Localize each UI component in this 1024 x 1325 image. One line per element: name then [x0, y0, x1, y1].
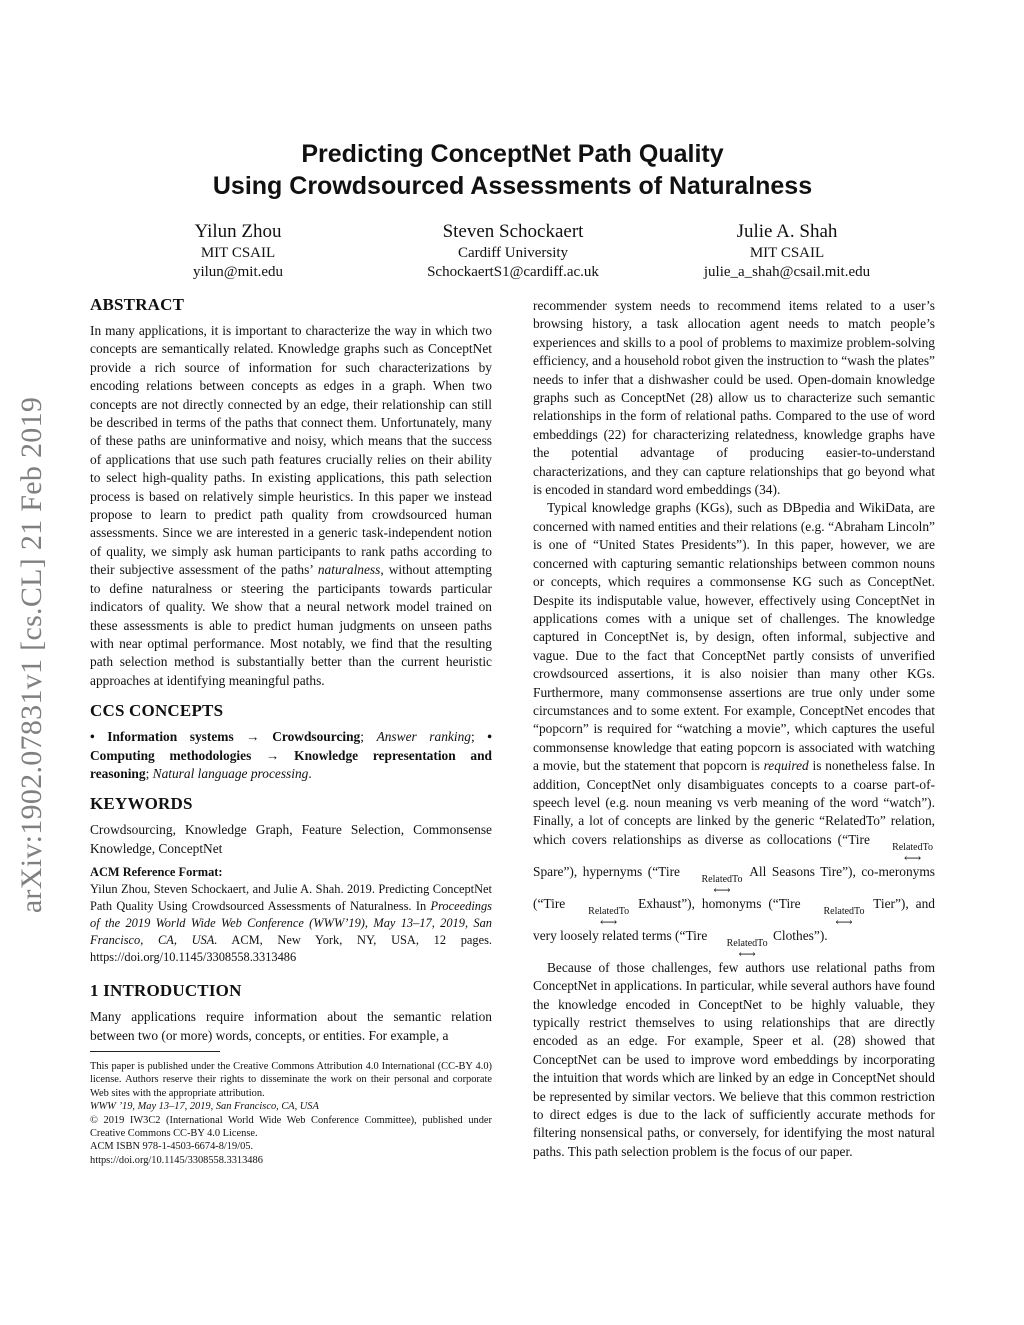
- keywords-text: Crowdsourcing, Knowledge Graph, Feature Selection, Commonsense Knowledge, ConceptNet: [90, 822, 492, 856]
- right-column: [533, 297, 935, 1161]
- author-email: yilun@mit.edu: [192, 264, 284, 280]
- related-to-arrow: RelatedTo ⟷: [823, 905, 865, 929]
- left-column: [90, 294, 492, 1167]
- intro-paragraph-2: Typical knowledge graphs (KGs), such as DBpedia and WikiData, are concerned with named entities and their relations (e.g. “Abraham Lincoln” is one of “United States Presidents”). In this paper, however, we are concerned with capturing semantic relationships between common nouns or concepts, which requires a commonsense KG such as ConceptNet. Despite its indisputable value, however, effectively using ConceptNet in applications comes with a unique set of challenges. The knowledge captured in ConceptNet is, by design, often informal, subjective and vague. Due to the fact that ConceptNet partly consists of unverified crowdsourced assertions, it is also noisier than many other KGs. Furthermore, many commonsense assertions are true only under some circumstances and to some extent. For example, ConceptNet encodes that “popcorn” is required for “watching a movie”, which captures the useful commonsense knowledge that eating popcorn is associated with watching a movie, but the statement that popcorn is required is nonetheless false. In addition, ConceptNet only disambiguates concepts to a coarse part-of-speech level (e.g. noun meaning vs verb meaning of the word “watch”). Finally, a lot of concepts are linked by the generic “RelatedTo” relation, which covers relationships as diverse as collocations (“Tire RelatedTo ⟷ Spare”), hypernyms (“Tire RelatedTo ⟷ All Seasons Tire”), co-meronyms (“Tire RelatedTo ⟷ Exhaust”), homonyms (“Tire RelatedTo ⟷ Tier”), and very loosely related terms (“Tire RelatedTo ⟷ Clothes”).: [533, 500, 935, 961]
- arxiv-watermark: arXiv:1902.07831v1 [cs.CL] 21 Feb 2019: [15, 396, 49, 914]
- author-email: julie_a_shah@csail.mit.edu: [703, 264, 871, 280]
- author-1: [138, 221, 338, 282]
- acm-reference-heading: ACM Reference Format:: [90, 865, 223, 880]
- footnote-isbn: ACM ISBN 978-1-4503-6674-8/19/05.: [90, 1141, 254, 1153]
- author-name: Julie A. Shah: [736, 221, 838, 242]
- related-to-arrow: RelatedTo ⟷: [892, 841, 934, 865]
- related-to-arrow: RelatedTo ⟷: [701, 873, 743, 897]
- intro-paragraph-3: Because of those challenges, few authors use relational paths from ConceptNet in applications. In particular, while several authors have found the knowledge encoded in ConceptNet to be highly valuable, they typically restrict themselves to using relationships that are directly encoded as an edge. For example, Speer et al. (28) showed that ConceptNet can be used to improve word embeddings by incorporating the intuition that words which are linked by an edge in ConceptNet should be represented by similar vectors. We believe that this common restriction to direct edges is due to the lack of sufficiently accurate methods for filtering nonsensical paths, or conversely, for identifying the most natural paths. This path selection problem is the focus of our paper.: [533, 959, 935, 1159]
- footnote-conference: WWW ’19, May 13–17, 2019, San Francisco, CA, USA: [90, 1101, 319, 1113]
- author-affiliation: Cardiff University: [457, 245, 569, 261]
- keywords-heading: KEYWORDS: [90, 794, 193, 814]
- author-3: [677, 221, 897, 282]
- author-affiliation: MIT CSAIL: [200, 245, 276, 261]
- intro-paragraph-1: recommender system needs to recommend items related to a user’s browsing history, a task allocation agent needs to match people’s experiences and skills to a pool of problems to maximize problem-solving efficiency, and a household robot given the instruction to “wash the plates” needs to infer that a dishwasher could be used. Open-domain knowledge graphs such as ConceptNet (28) allow us to characterize such semantic relationships in the form of relational paths. Compared to the use of word embeddings (22) for characterizing relatedness, knowledge graphs have the potential advantage of producing easier-to-understand characterizations, and they can capture relationships that go beyond what is encoded in standard word embeddings (34).: [533, 298, 935, 498]
- introduction-text: Many applications require information about the semantic relation between two (or more) words, concepts, or entities. For example, a: [90, 1009, 492, 1043]
- abstract-heading: ABSTRACT: [90, 295, 185, 314]
- related-to-arrow: RelatedTo ⟷: [726, 937, 768, 961]
- abstract-text: In many applications, it is important to characterize the way in which two concepts are semantically related. Knowledge graphs such as ConceptNet provide a rich source of information for such characterizations by encoding relations between concepts as edges in a graph. When two concepts are not directly connected by an edge, their relationship can still be described in terms of the paths that connect them. Unfortunately, many of these paths are uninformative and noisy, which means that the success of applications that use such path features crucially relies on their ability to select high-quality paths. In existing applications, this path selection process is based on relatively simple heuristics. In this paper we instead propose to learn to predict path quality from crowdsourced human assessments. Since we are interested in a generic task-independent notion of quality, we simply ask human participants to rank paths according to their subjective assessment of the paths’ naturalness, without attempting to define naturalness or steering the participants towards particular indicators of quality. We show that a neural network model trained on these assessments is able to predict human judgments on unseen paths with near optimal performance. Most notably, we find that the resulting path selection method is substantially better than the current heuristic approaches at identifying meaningful paths.: [90, 323, 492, 688]
- author-2: [403, 221, 623, 282]
- footnote-doi[interactable]: https://doi.org/10.1145/3308558.3313486: [90, 1154, 263, 1166]
- related-to-arrow: RelatedTo ⟷: [588, 905, 630, 929]
- footnote-copyright: © 2019 IW3C2 (International World Wide Web Conference Committee), published under Creative Commons CC-BY 4.0 License.: [90, 1114, 492, 1139]
- introduction-heading: 1 INTRODUCTION: [90, 981, 242, 1001]
- ccs-heading: CCS CONCEPTS: [90, 701, 224, 721]
- ccs-concepts-text: • Information systems → Crowdsourcing; Answer ranking; • Computing methodologies → Knowledge representation and reasoning; Natural language processing.: [90, 729, 492, 781]
- title-line-1: Predicting ConceptNet Path Quality: [301, 140, 724, 168]
- author-name: Yilun Zhou: [194, 221, 282, 242]
- author-affiliation: MIT CSAIL: [749, 245, 825, 261]
- title-line-2: Using Crowdsourced Assessments of Naturalness: [212, 172, 813, 200]
- footnote-divider: [90, 1051, 220, 1052]
- author-email: SchockaertS1@cardiff.ac.uk: [427, 264, 599, 280]
- footnote-license: This paper is published under the Creative Commons Attribution 4.0 International (CC-BY 4.0) license. Authors reserve their rights to disseminate the work on their personal and corporate Web sites with the appropriate attribution.: [90, 1060, 492, 1099]
- paper-title: [90, 138, 935, 202]
- acm-reference-text: Yilun Zhou, Steven Schockaert, and Julie A. Shah. 2019. Predicting ConceptNet Path Quality Using Crowdsourced Assessments of Naturalness. In Proceedings of the 2019 World Wide Web Conference (WWW’19), May 13–17, 2019, San Francisco, CA, USA. ACM, New York, NY, USA, 12 pages. https://doi.org/10.1145/3308558.3313486: [90, 882, 492, 965]
- author-name: Steven Schockaert: [442, 221, 584, 242]
